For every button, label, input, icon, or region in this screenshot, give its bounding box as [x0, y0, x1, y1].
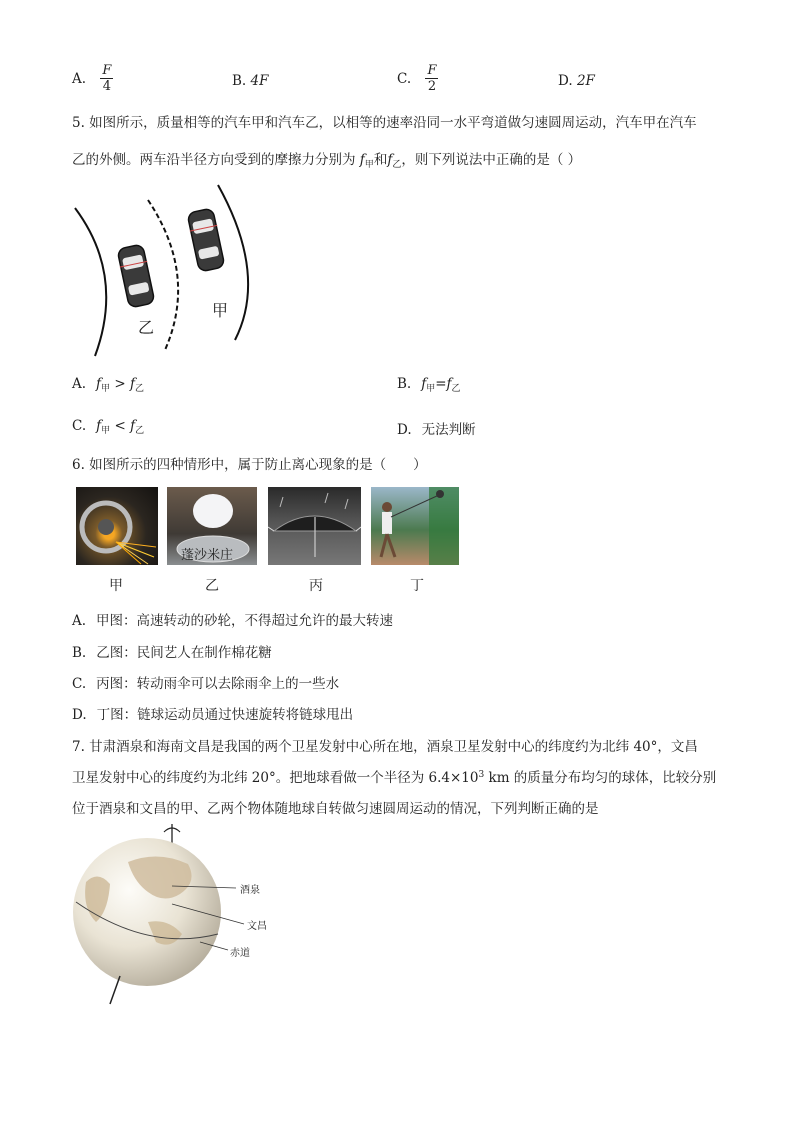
photo-overlay-text: 蓬沙米庄 — [181, 548, 234, 563]
globe-label-jiuquan: 酒泉 — [240, 885, 260, 896]
globe-figure — [68, 822, 308, 1008]
globe-label-equator: 赤道 — [230, 948, 250, 959]
q6-option-b: B. 乙图：民间艺人在制作棉花糖 — [72, 645, 272, 661]
photo-yi-cotton-candy — [167, 487, 257, 565]
q5-stem-line2: 乙的外侧。两车沿半径方向受到的摩擦力分别为 $f_甲$和$f_乙$，则下列说法中正确的是（ ） — [72, 152, 582, 170]
photo-caption-ding: 丁 — [410, 578, 424, 594]
q5-option-a: A. $f_甲 > f_乙$ — [72, 376, 144, 394]
photo-ding-hammer-throw — [371, 487, 459, 565]
photo-caption-yi: 乙 — [205, 578, 219, 594]
car-label-jia: 甲 — [212, 301, 229, 320]
fraction-f-over-4: $\frac{F}{4}$ — [102, 63, 112, 94]
photo-caption-jia: 甲 — [109, 578, 123, 594]
q4-option-a: A. $\frac{F}{4}$ — [72, 63, 112, 94]
q4-option-b: B. 4F — [232, 73, 269, 89]
q6-option-c: C. 丙图：转动雨伞可以去除雨伞上的一些水 — [72, 676, 340, 692]
umbrella-icon — [268, 487, 361, 565]
q5-stem-line1: 5. 如图所示，质量相等的汽车甲和汽车乙，以相等的速率沿同一水平弯道做匀速圆周运动，汽车甲在汽车 — [72, 115, 697, 131]
globe-label-wenchang: 文昌 — [247, 921, 267, 932]
inner-road-edge — [75, 208, 106, 356]
q7-stem-line1: 7. 甘肃酒泉和海南文昌是我国的两个卫星发射中心所在地，酒泉卫星发射中心的纬度约为北纬 40°，文昌 — [72, 739, 698, 755]
photo-jia-grinding-wheel — [76, 487, 158, 565]
q5-option-d: D. 无法判断 — [397, 422, 476, 438]
q4-option-c: C. $\frac{F}{2}$ — [397, 63, 437, 94]
grinding-wheel-icon — [76, 487, 158, 565]
fraction-f-over-2: $\frac{F}{2}$ — [427, 63, 437, 94]
hammer-thrower-icon — [371, 487, 459, 565]
rotation-axis-bottom — [110, 976, 120, 1004]
photo-bing-umbrella — [268, 487, 361, 565]
curved-road-figure — [70, 180, 270, 360]
q6-stem: 6. 如图所示的四种情形中，属于防止离心现象的是（ ） — [72, 457, 427, 473]
q7-stem-line3: 位于酒泉和文昌的甲、乙两个物体随地球自转做匀速圆周运动的情况，下列判断正确的是 — [72, 801, 599, 817]
q6-option-a: A. 甲图：高速转动的砂轮，不得超过允许的最大转速 — [72, 613, 394, 629]
photo-caption-bing: 丙 — [309, 578, 323, 594]
q7-stem-line2: 卫星发射中心的纬度约为北纬 20°。把地球看做一个半径为 $6.4\times 10^3$ km 的质量分布均匀的球体，比较分别 — [72, 770, 717, 786]
car-yi-icon — [116, 244, 156, 309]
q6-option-d: D. 丁图：链球运动员通过快速旋转将链球甩出 — [72, 707, 354, 723]
q5-option-c: C. $f_甲 < f_乙$ — [72, 418, 145, 436]
q4-option-d: D. 2F — [558, 73, 595, 89]
cotton-candy-icon — [167, 487, 257, 565]
car-label-yi: 乙 — [138, 318, 155, 337]
car-jia-icon — [186, 208, 226, 273]
q5-option-b: B. $f_甲=f_乙$ — [397, 376, 461, 394]
